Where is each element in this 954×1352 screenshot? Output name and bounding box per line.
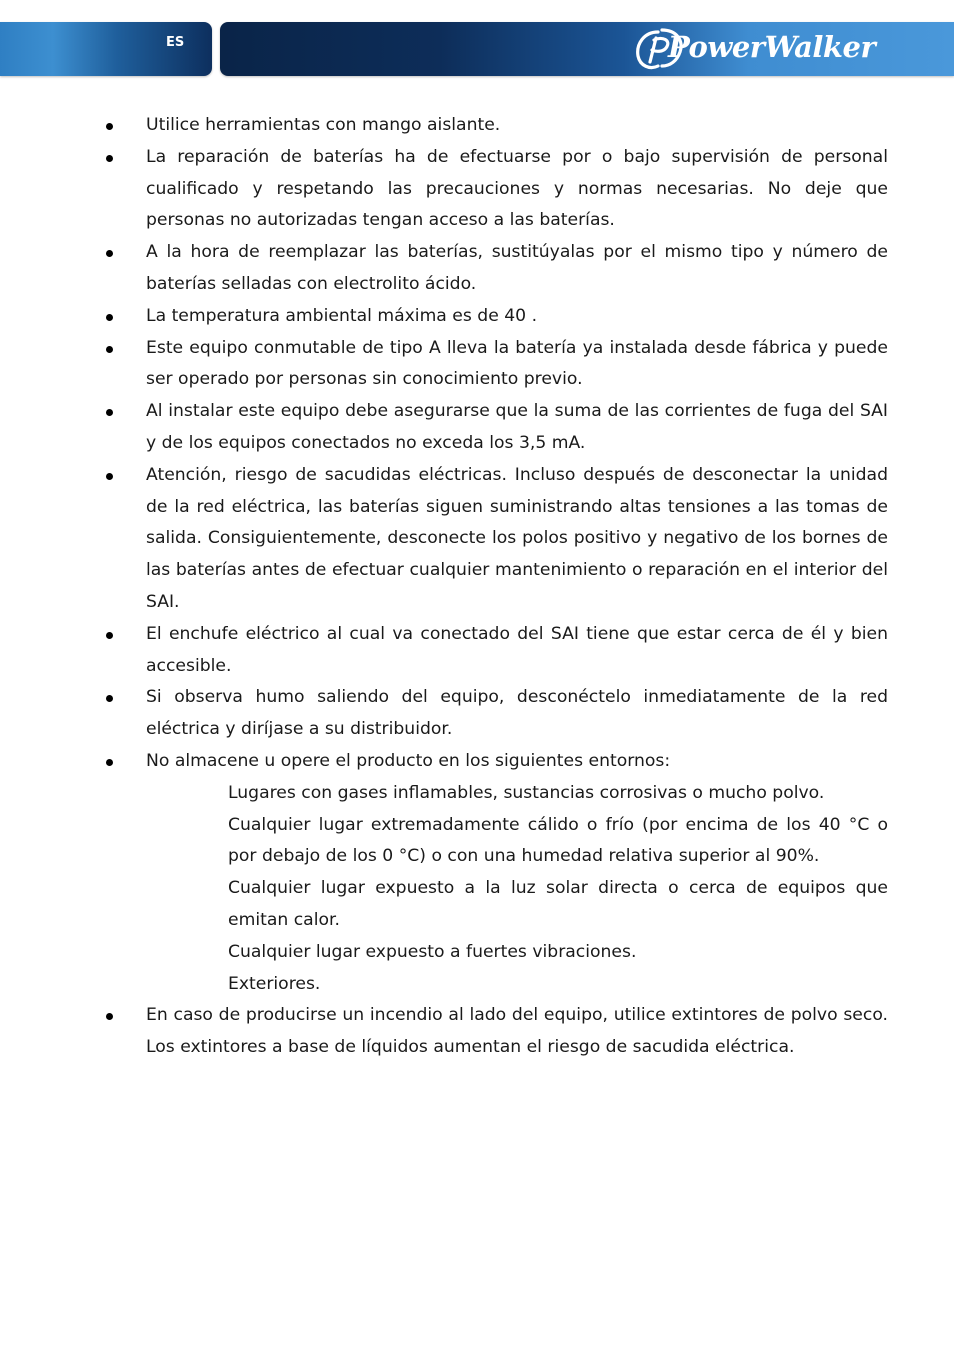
list-item [146, 746, 888, 778]
bullet-icon [106, 346, 113, 353]
bullet-icon [106, 473, 113, 480]
bullet-icon [106, 632, 113, 639]
list-item-text: La reparación de baterías ha de efectuarse por o bajo supervisión de personal cualificado y respetando las precauciones y normas necesarias. No deje que personas no autorizadas tengan acceso a las baterías. [146, 146, 888, 231]
sub-list-item: Cualquier lugar expuesto a fuertes vibraciones. [228, 941, 637, 962]
list-item-text: Este equipo conmutable de tipo A lleva la batería ya instalada desde fábrica y puede ser operado por personas sin conocimiento previo. [146, 337, 888, 390]
sub-list-item: Cualquier lugar expuesto a la luz solar directa o cerca de equipos que emitan calor. [228, 878, 888, 930]
list-item [146, 460, 888, 619]
list-item-text: En caso de producirse un incendio al lado del equipo, utilice extintores de polvo seco. Los extintores a base de líquidos aumentan el riesgo de sacudida eléctrica. [146, 1005, 888, 1058]
safety-instructions [0, 110, 954, 1064]
list-item-text: Atención, riesgo de sacudidas eléctricas. Incluso después de desconectar la unidad de la red eléctrica, las baterías siguen suministrando altas tensiones a las tomas de salida. Consiguientemente, desconecte los polos positivo y negativo de los bornes de las baterías antes de efectuar cualquier mantenimiento o reparación en el interior del SAI. [146, 464, 888, 612]
bullet-icon [106, 123, 113, 130]
list-item [146, 237, 888, 301]
list-item [146, 1000, 888, 1064]
list-item [146, 142, 888, 237]
list-item [146, 110, 888, 142]
list-item-text: A la hora de reemplazar las baterías, sustitúyalas por el mismo tipo y número de baterías selladas con electrolito ácido. [146, 242, 888, 294]
list-item [146, 333, 888, 397]
bullet-icon [106, 695, 113, 702]
bullet-icon [106, 250, 113, 257]
sub-list-item: Lugares con gases inflamables, sustancias corrosivas o mucho polvo. [228, 782, 825, 803]
list-item-text: Al instalar este equipo debe asegurarse que la suma de las corrientes de fuga del SAI y de los equipos conectados no exceda los 3,5 mA. [146, 401, 888, 453]
language-label: ES [166, 35, 185, 50]
list-item-text: Si observa humo saliendo del equipo, desconéctelo inmediatamente de la red eléctrica y diríjase a su distribuidor. [146, 687, 888, 740]
bullet-icon [106, 409, 113, 416]
list-item [146, 301, 888, 333]
bullet-icon [106, 1013, 113, 1020]
list-item-text: El enchufe eléctrico al cual va conectado del SAI tiene que estar cerca de él y bien accesible. [146, 623, 888, 676]
sub-list-item: Exteriores. [228, 973, 321, 994]
list-item-text: No almacene u opere el producto en los siguientes entornos: [146, 750, 671, 771]
bullet-icon [106, 155, 113, 162]
brand-name: PowerWalker [668, 30, 876, 64]
list-item [146, 619, 888, 683]
list-item-text: Utilice herramientas con mango aislante. [146, 115, 501, 135]
header-language-tab [0, 22, 212, 76]
bullet-icon [106, 759, 113, 766]
sub-list-item: Cualquier lugar extremadamente cálido o frío (por encima de los 40 °C o por debajo de los 0 °C) o con una humedad relativa superior al 90%. [228, 814, 888, 867]
list-item [146, 396, 888, 460]
bullet-icon [106, 314, 113, 321]
list-item-text: La temperatura ambiental máxima es de 40 . [146, 305, 538, 326]
list-item [146, 682, 888, 746]
